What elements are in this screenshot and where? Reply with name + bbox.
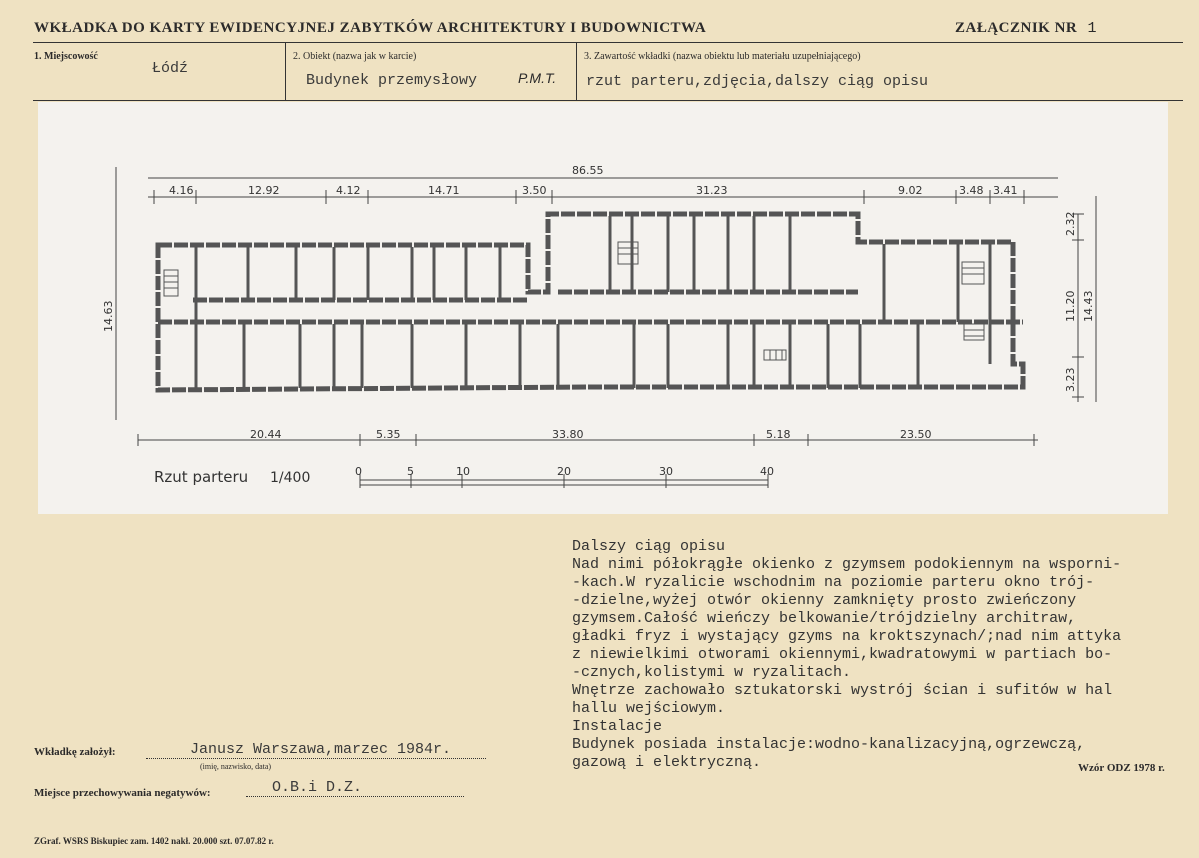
- plan-scale: 1/400: [270, 470, 311, 486]
- field-2-label: 2. Obiekt (nazwa jak w karcie): [293, 51, 417, 62]
- description-line: Instalacje: [572, 718, 663, 735]
- top-dim: 3.50: [522, 184, 547, 197]
- description-line: Wnętrze zachowało sztukatorski wystrój ścian i sufitów w hal: [572, 682, 1113, 699]
- description-line: -kach.W ryzalicie wschodnim na poziomie parteru okno trój-: [572, 574, 1095, 591]
- left-dim: 14.63: [102, 300, 115, 332]
- right-dim: 11.20: [1064, 290, 1077, 322]
- description-line: Budynek posiada instalacje:wodno-kanalizacyjną,ogrzewczą,: [572, 736, 1086, 753]
- author-label: Wkładkę założył:: [34, 746, 116, 758]
- printer-info: ZGraf. WSRS Biskupiec zam. 1402 nakł. 20.000 szt. 07.07.82 r.: [34, 836, 274, 846]
- form-reference: Wzór ODZ 1978 r.: [1078, 762, 1165, 774]
- field-3-label: 3. Zawartość wkładki (nazwa obiektu lub materiału uzupełniającego): [584, 51, 861, 62]
- description-line: -dzielne,wyżej otwór okienny zamknięty prosto zwieńczony: [572, 592, 1077, 609]
- bottom-dim: 5.35: [376, 428, 401, 441]
- floor-plan-drawing: [38, 102, 1168, 514]
- field-2-value: Budynek przemysłowy: [306, 72, 478, 89]
- top-dim: 4.12: [336, 184, 361, 197]
- description-line: Nad nimi półokrągłe okienko z gzymsem podokiennym na wsporni-: [572, 556, 1122, 573]
- top-dim: 14.71: [428, 184, 460, 197]
- top-dim: 9.02: [898, 184, 923, 197]
- description-line: Dalszy ciąg opisu: [572, 538, 726, 555]
- field-1-value: Łódź: [152, 60, 189, 77]
- description-line: gładki fryz i wystający gzyms na kroktszynach/;nad nim attyka: [572, 628, 1122, 645]
- overall-dim: 86.55: [572, 164, 604, 177]
- top-dim: 31.23: [696, 184, 728, 197]
- right-total-dim: 14.43: [1082, 290, 1095, 322]
- scale-tick: 40: [760, 465, 774, 478]
- field-3-value: rzut parteru,zdjęcia,dalszy ciąg opisu: [586, 73, 929, 90]
- description-line: hallu wejściowym.: [572, 700, 726, 717]
- top-dim: 12.92: [248, 184, 280, 197]
- annex-number: 1: [1087, 20, 1098, 37]
- description-line: gazową i elektryczną.: [572, 754, 762, 771]
- right-dim: 2.32: [1064, 211, 1077, 236]
- top-dim: 4.16: [169, 184, 194, 197]
- description-line: -cznych,kolistymi w ryzalitach.: [572, 664, 852, 681]
- bottom-dim: 5.18: [766, 428, 791, 441]
- bottom-dim: 33.80: [552, 428, 584, 441]
- field-1-label: 1. Miejscowość: [34, 51, 98, 62]
- scale-tick: 0: [355, 465, 362, 478]
- scale-tick: 5: [407, 465, 414, 478]
- field-divider: [285, 42, 286, 100]
- right-dim: 3.23: [1064, 367, 1077, 392]
- scale-tick: 30: [659, 465, 673, 478]
- field-divider: [576, 42, 577, 100]
- storage-label: Miejsce przechowywania negatywów:: [34, 787, 211, 799]
- storage-value: O.B.i D.Z.: [246, 779, 464, 797]
- field-row-rule: [33, 100, 1183, 101]
- author-hint: (imię, nazwisko, data): [200, 762, 272, 771]
- bottom-dim: 20.44: [250, 428, 282, 441]
- top-dim: 3.41: [993, 184, 1018, 197]
- scale-tick: 10: [456, 465, 470, 478]
- floor-plan: [38, 102, 1168, 514]
- top-dim: 3.48: [959, 184, 984, 197]
- plan-caption: Rzut parteru: [154, 468, 249, 486]
- header-rule: [33, 42, 1183, 43]
- description-line: gzymsem.Całość wieńczy belkowanie/trójdzielny architraw,: [572, 610, 1077, 627]
- field-2-note: P.M.T.: [518, 70, 557, 86]
- annex-label: [955, 20, 1097, 37]
- scale-tick: 20: [557, 465, 571, 478]
- description-line: z niewielkimi otworami okiennymi,kwadratowymi w partiach bo-: [572, 646, 1113, 663]
- author-value: Janusz Warszawa,marzec 1984r.: [146, 741, 486, 759]
- annex-label-text: ZAŁĄCZNIK NR: [955, 20, 1078, 36]
- description-block: [572, 538, 1121, 772]
- bottom-dim: 23.50: [900, 428, 932, 441]
- form-title: WKŁADKA DO KARTY EWIDENCYJNEJ ZABYTKÓW ARCHITEKTURY I BUDOWNICTWA: [34, 20, 707, 36]
